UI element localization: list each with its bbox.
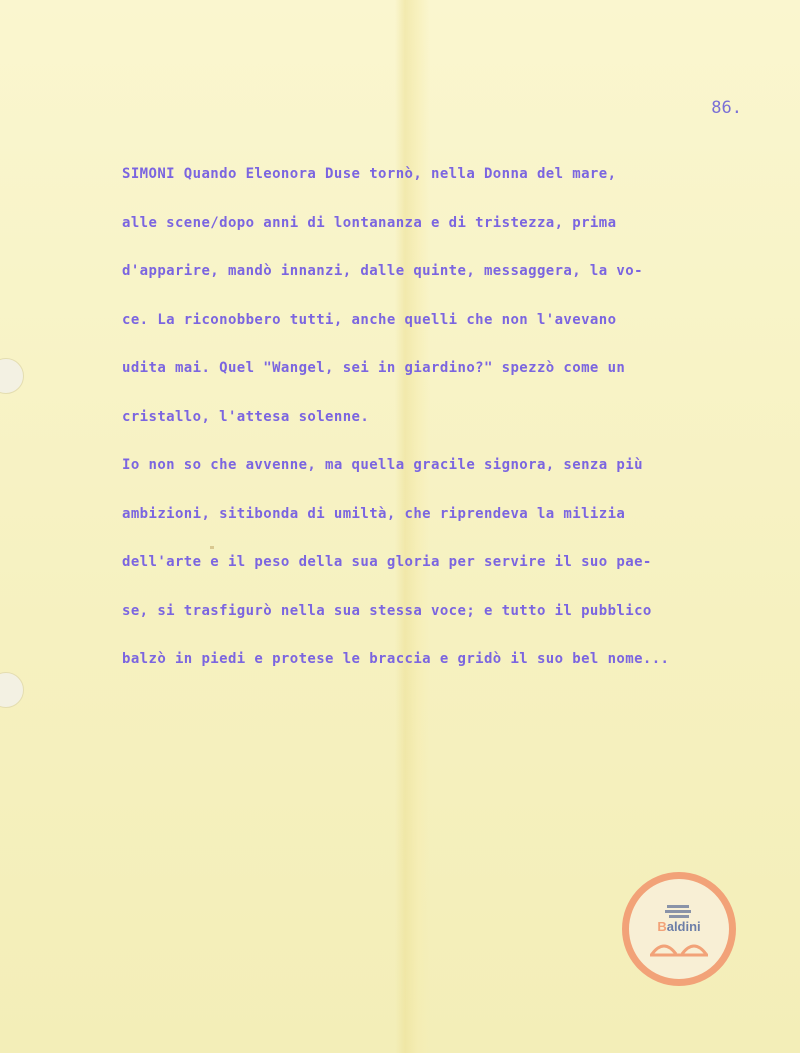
text-line: dell'arte e il peso della sua gloria per servire il suo pae- xyxy=(122,554,652,570)
text-line: Io non so che avvenne, ma quella gracile signora, senza più xyxy=(122,457,643,473)
pencil-mark xyxy=(210,546,214,549)
punch-hole xyxy=(0,358,24,394)
text-line: ce. La riconobbero tutti, anche quelli che non l'avevano xyxy=(122,311,617,328)
stamp-arches-icon xyxy=(648,936,710,958)
stamp-stripes-icon xyxy=(661,904,697,920)
punch-hole xyxy=(0,672,24,708)
text-line: alle scene/dopo anni di lontananza e di tristezza, prima xyxy=(122,214,617,231)
typed-text-body xyxy=(122,160,782,694)
text-line: ambizioni, sitibonda di umiltà, che riprendeva la milizia xyxy=(122,505,626,522)
text-line: se, si trasfigurò nella sua stessa voce; e tutto il pubblico xyxy=(122,602,652,619)
text-line: udita mai. Quel "Wangel, sei in giardino?" spezzò come un xyxy=(122,360,626,376)
page-number: 86. xyxy=(711,98,742,118)
text-line: d'apparire, mandò innanzi, dalle quinte, messaggera, la vo- xyxy=(122,263,643,279)
stamp-label: Baldini xyxy=(657,919,701,934)
text-line: SIMONI Quando Eleonora Duse tornò, nella Donna del mare, xyxy=(122,166,617,182)
baldini-archive-stamp-icon xyxy=(622,872,736,986)
text-line: cristallo, l'attesa solenne. xyxy=(122,408,370,425)
text-line: balzò in piedi e protese le braccia e gridò il suo bel nome... xyxy=(122,651,670,667)
